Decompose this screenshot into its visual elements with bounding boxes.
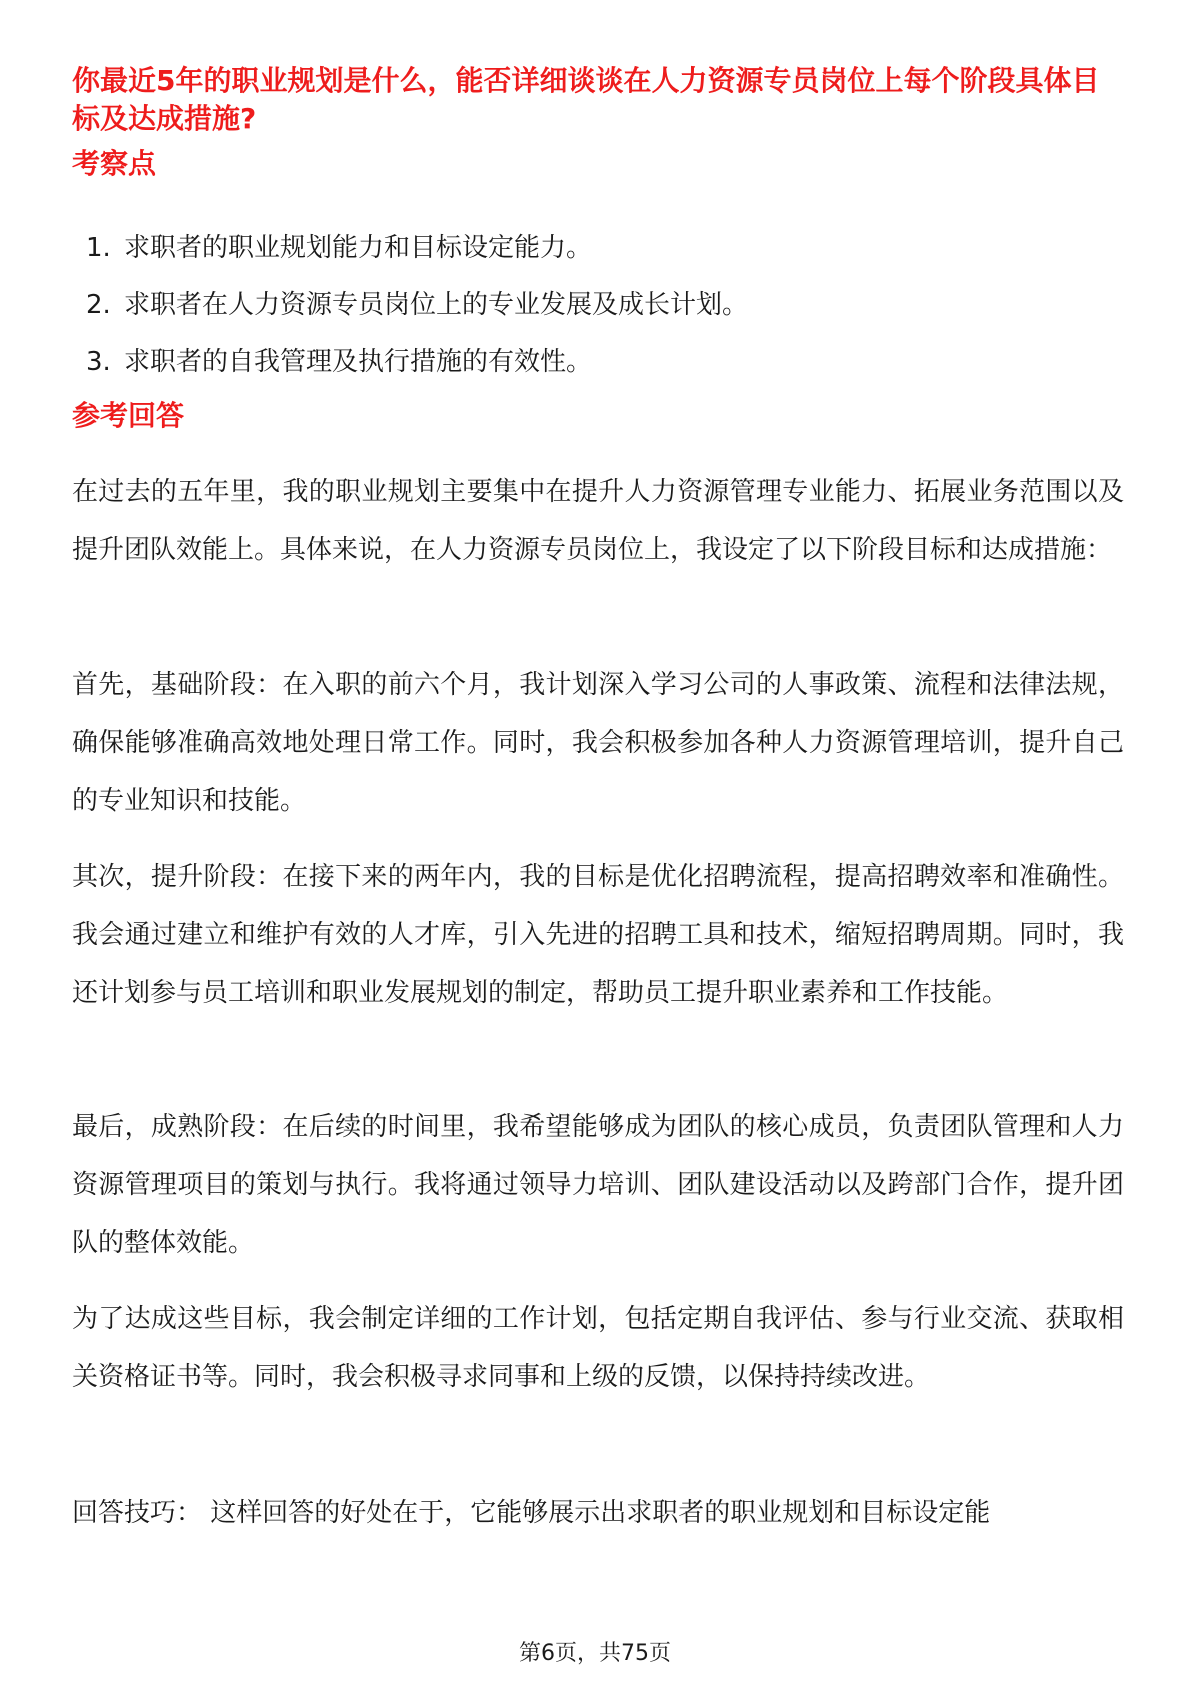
list-item-text: 求职者在人力资源专员岗位上的专业发展及成长计划。 — [124, 290, 749, 320]
interview-question: 你最近5年的职业规划是什么，能否详细谈谈在人力资源专员岗位上每个阶段具体目标及达成措施? — [72, 64, 1100, 135]
answer-paragraph-stage-2: 其次，提升阶段：在接下来的两年内，我的目标是优化招聘流程，提高招聘效率和准确性。我会通过建立和维护有效的人才库，引入先进的招聘工具和技术，缩短招聘周期。同时，我还计划参与员工培训和职业发展规划的制定，帮助员工提升职业素养和工作技能。 — [72, 862, 1124, 1008]
list-item-number: 2. — [86, 290, 111, 320]
list-item-number: 1. — [86, 233, 111, 263]
list-item — [86, 344, 748, 401]
answer-paragraph-intro: 在过去的五年里，我的职业规划主要集中在提升人力资源管理专业能力、拓展业务范围以及提升团队效能上。具体来说，在人力资源专员岗位上，我设定了以下阶段目标和达成措施： — [72, 477, 1124, 565]
page-number-footer: 第6页，共75页 — [519, 1641, 671, 1666]
answer-paragraph-measures: 为了达成这些目标，我会制定详细的工作计划，包括定期自我评估、参与行业交流、获取相关资格证书等。同时，我会积极寻求同事和上级的反馈，以保持持续改进。 — [72, 1304, 1124, 1392]
exam-points-heading: 考察点 — [72, 147, 157, 180]
list-item-number: 3. — [86, 347, 111, 377]
answer-tips-paragraph: 回答技巧： 这样回答的好处在于，它能够展示出求职者的职业规划和目标设定能 — [72, 1498, 991, 1528]
answer-paragraph-stage-1: 首先，基础阶段：在入职的前六个月，我计划深入学习公司的人事政策、流程和法律法规，确保能够准确高效地处理日常工作。同时，我会积极参加各种人力资源管理培训，提升自己的专业知识和技能。 — [72, 670, 1124, 816]
answer-paragraph-stage-3: 最后，成熟阶段：在后续的时间里，我希望能够成为团队的核心成员，负责团队管理和人力资源管理项目的策划与执行。我将通过领导力培训、团队建设活动以及跨部门合作，提升团队的整体效能。 — [72, 1112, 1124, 1258]
list-item — [86, 230, 748, 287]
list-item — [86, 287, 748, 344]
list-item-text: 求职者的职业规划能力和目标设定能力。 — [124, 233, 593, 263]
list-item-text: 求职者的自我管理及执行措施的有效性。 — [124, 347, 593, 377]
reference-answer-heading: 参考回答 — [72, 399, 185, 432]
exam-points-list — [86, 230, 748, 401]
